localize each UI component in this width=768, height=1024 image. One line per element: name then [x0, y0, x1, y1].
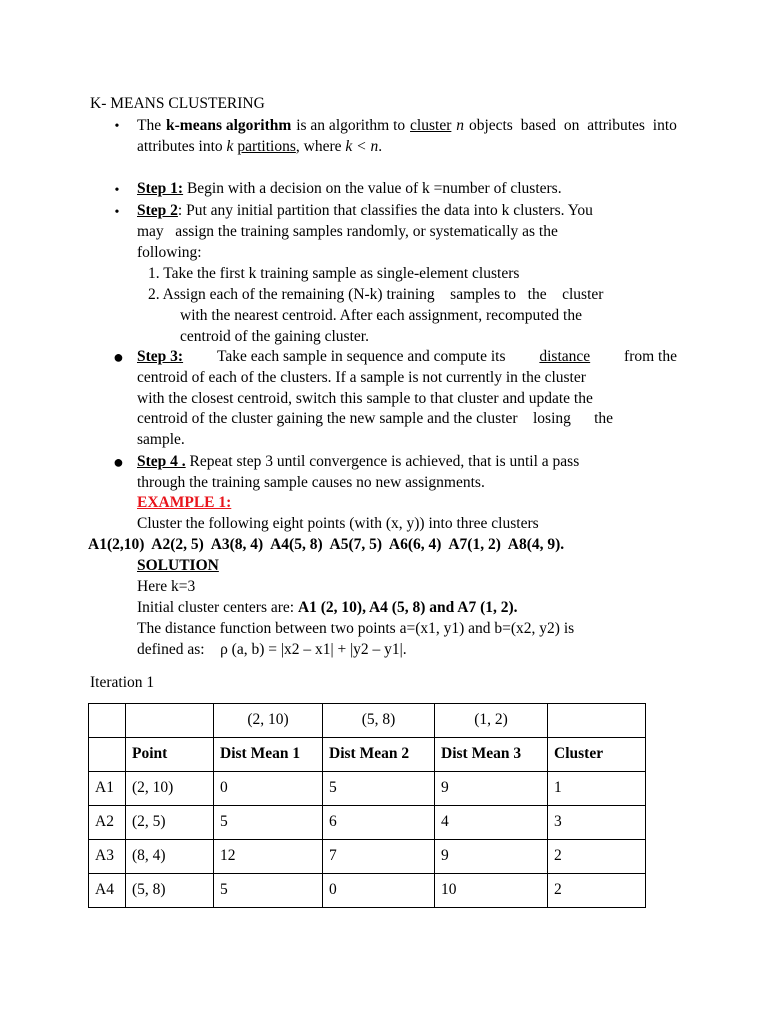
row-point: (5, 8): [126, 874, 214, 908]
row-cluster: 2: [548, 840, 646, 874]
table-row: [89, 772, 646, 806]
row-dist-2: 7: [323, 840, 435, 874]
example-points: A1(2,10) A2(2, 5) A3(8, 4) A4(5, 8) A5(7, 5) A6(6, 4) A7(1, 2) A8(4, 9).: [88, 536, 565, 553]
step3-label: Step 3:: [137, 348, 184, 365]
initial-centers: Initial cluster centers are: A1 (2, 10), A4 (5, 8) and A7 (1, 2).: [137, 599, 518, 616]
kmeans-term: k-means algorithm: [166, 117, 292, 134]
row-dist-1: 12: [214, 840, 323, 874]
row-point: (2, 10): [126, 772, 214, 806]
row-dist-3: 9: [435, 772, 548, 806]
row-id: A3: [89, 840, 126, 874]
mean-3-header: (1, 2): [435, 704, 548, 738]
example-heading: EXAMPLE 1:: [137, 494, 232, 511]
step4-paragraph: Step 4 . Repeat step 3 until convergence is achieved, that is until a pass through the training sample causes no new assignments.: [137, 453, 580, 491]
mean-2-header: (5, 8): [323, 704, 435, 738]
row-point: (8, 4): [126, 840, 214, 874]
iteration-table: [88, 703, 646, 908]
bullet-icon: •: [114, 183, 120, 198]
step2-label: Step 2: [137, 202, 178, 219]
table-row: [89, 806, 646, 840]
bullet-icon: •: [114, 119, 120, 134]
col-header-cluster: Cluster: [548, 738, 646, 772]
row-cluster: 2: [548, 874, 646, 908]
distance-definition-line1: The distance function between two points a=(x1, y1) and b=(x2, y2) is: [137, 620, 575, 637]
iteration-label: Iteration 1: [90, 674, 155, 691]
row-point: (2, 5): [126, 806, 214, 840]
step1-label: Step 1:: [137, 180, 184, 197]
row-dist-3: 4: [435, 806, 548, 840]
col-header-dist-mean-1: Dist Mean 1: [214, 738, 323, 772]
table-row: [89, 874, 646, 908]
step2-sub-item-2: 2. Assign each of the remaining (N-k) training samples to the cluster: [148, 286, 604, 303]
table-row: [89, 840, 646, 874]
bullet-icon: •: [114, 205, 120, 220]
col-header-point: Point: [126, 738, 214, 772]
column-header-row: [89, 738, 646, 772]
step2-sub-item-1: 1. Take the first k training sample as single-element clusters: [148, 265, 520, 282]
step4-label: Step 4 .: [137, 453, 186, 470]
step2-paragraph: Step 2: Put any initial partition that classifies the data into k clusters. You may assign the training samples randomly, or systematically as the following:: [137, 202, 593, 261]
row-id: A2: [89, 806, 126, 840]
row-dist-2: 6: [323, 806, 435, 840]
col-header-dist-mean-2: Dist Mean 2: [323, 738, 435, 772]
row-id: A4: [89, 874, 126, 908]
row-dist-1: 5: [214, 806, 323, 840]
step3-paragraph: Step 3: Take each sample in sequence and compute its distance from the centroid of each of the clusters. If a sample is not currently in the cluster with the closest centroid, switch this sample to that cluster and update the centroid of the cluster gaining the new sample and the cluster losing the sample.: [137, 348, 677, 449]
cluster-link: cluster: [410, 117, 452, 134]
row-dist-1: 0: [214, 772, 323, 806]
row-id: A1: [89, 772, 126, 806]
page-title: K- MEANS CLUSTERING: [90, 95, 265, 112]
row-dist-2: 0: [323, 874, 435, 908]
row-dist-2: 5: [323, 772, 435, 806]
row-dist-3: 10: [435, 874, 548, 908]
solution-k: Here k=3: [137, 578, 196, 595]
means-row: [89, 704, 646, 738]
mean-1-header: (2, 10): [214, 704, 323, 738]
example-description: Cluster the following eight points (with (x, y)) into three clusters: [137, 515, 539, 532]
distance-definition-line2: defined as: ρ (a, b) = |x2 – x1| + |y2 – y1|.: [137, 641, 407, 658]
bullet-icon: ●: [113, 452, 124, 472]
intro-paragraph: The k-means algorithm is an algorithm to cluster n objects based on attributes into attributes into k partitions, where k < n.: [137, 117, 677, 155]
distance-link: distance: [539, 348, 591, 365]
step1-paragraph: Step 1: Begin with a decision on the value of k =number of clusters.: [137, 180, 562, 197]
solution-heading: SOLUTION: [137, 557, 219, 574]
row-dist-1: 5: [214, 874, 323, 908]
step2-sub-item-2-cont: with the nearest centroid. After each assignment, recomputed the centroid of the gaining cluster.: [180, 307, 582, 345]
col-header-dist-mean-3: Dist Mean 3: [435, 738, 548, 772]
bullet-icon: ●: [113, 347, 124, 367]
row-dist-3: 9: [435, 840, 548, 874]
row-cluster: 3: [548, 806, 646, 840]
row-cluster: 1: [548, 772, 646, 806]
